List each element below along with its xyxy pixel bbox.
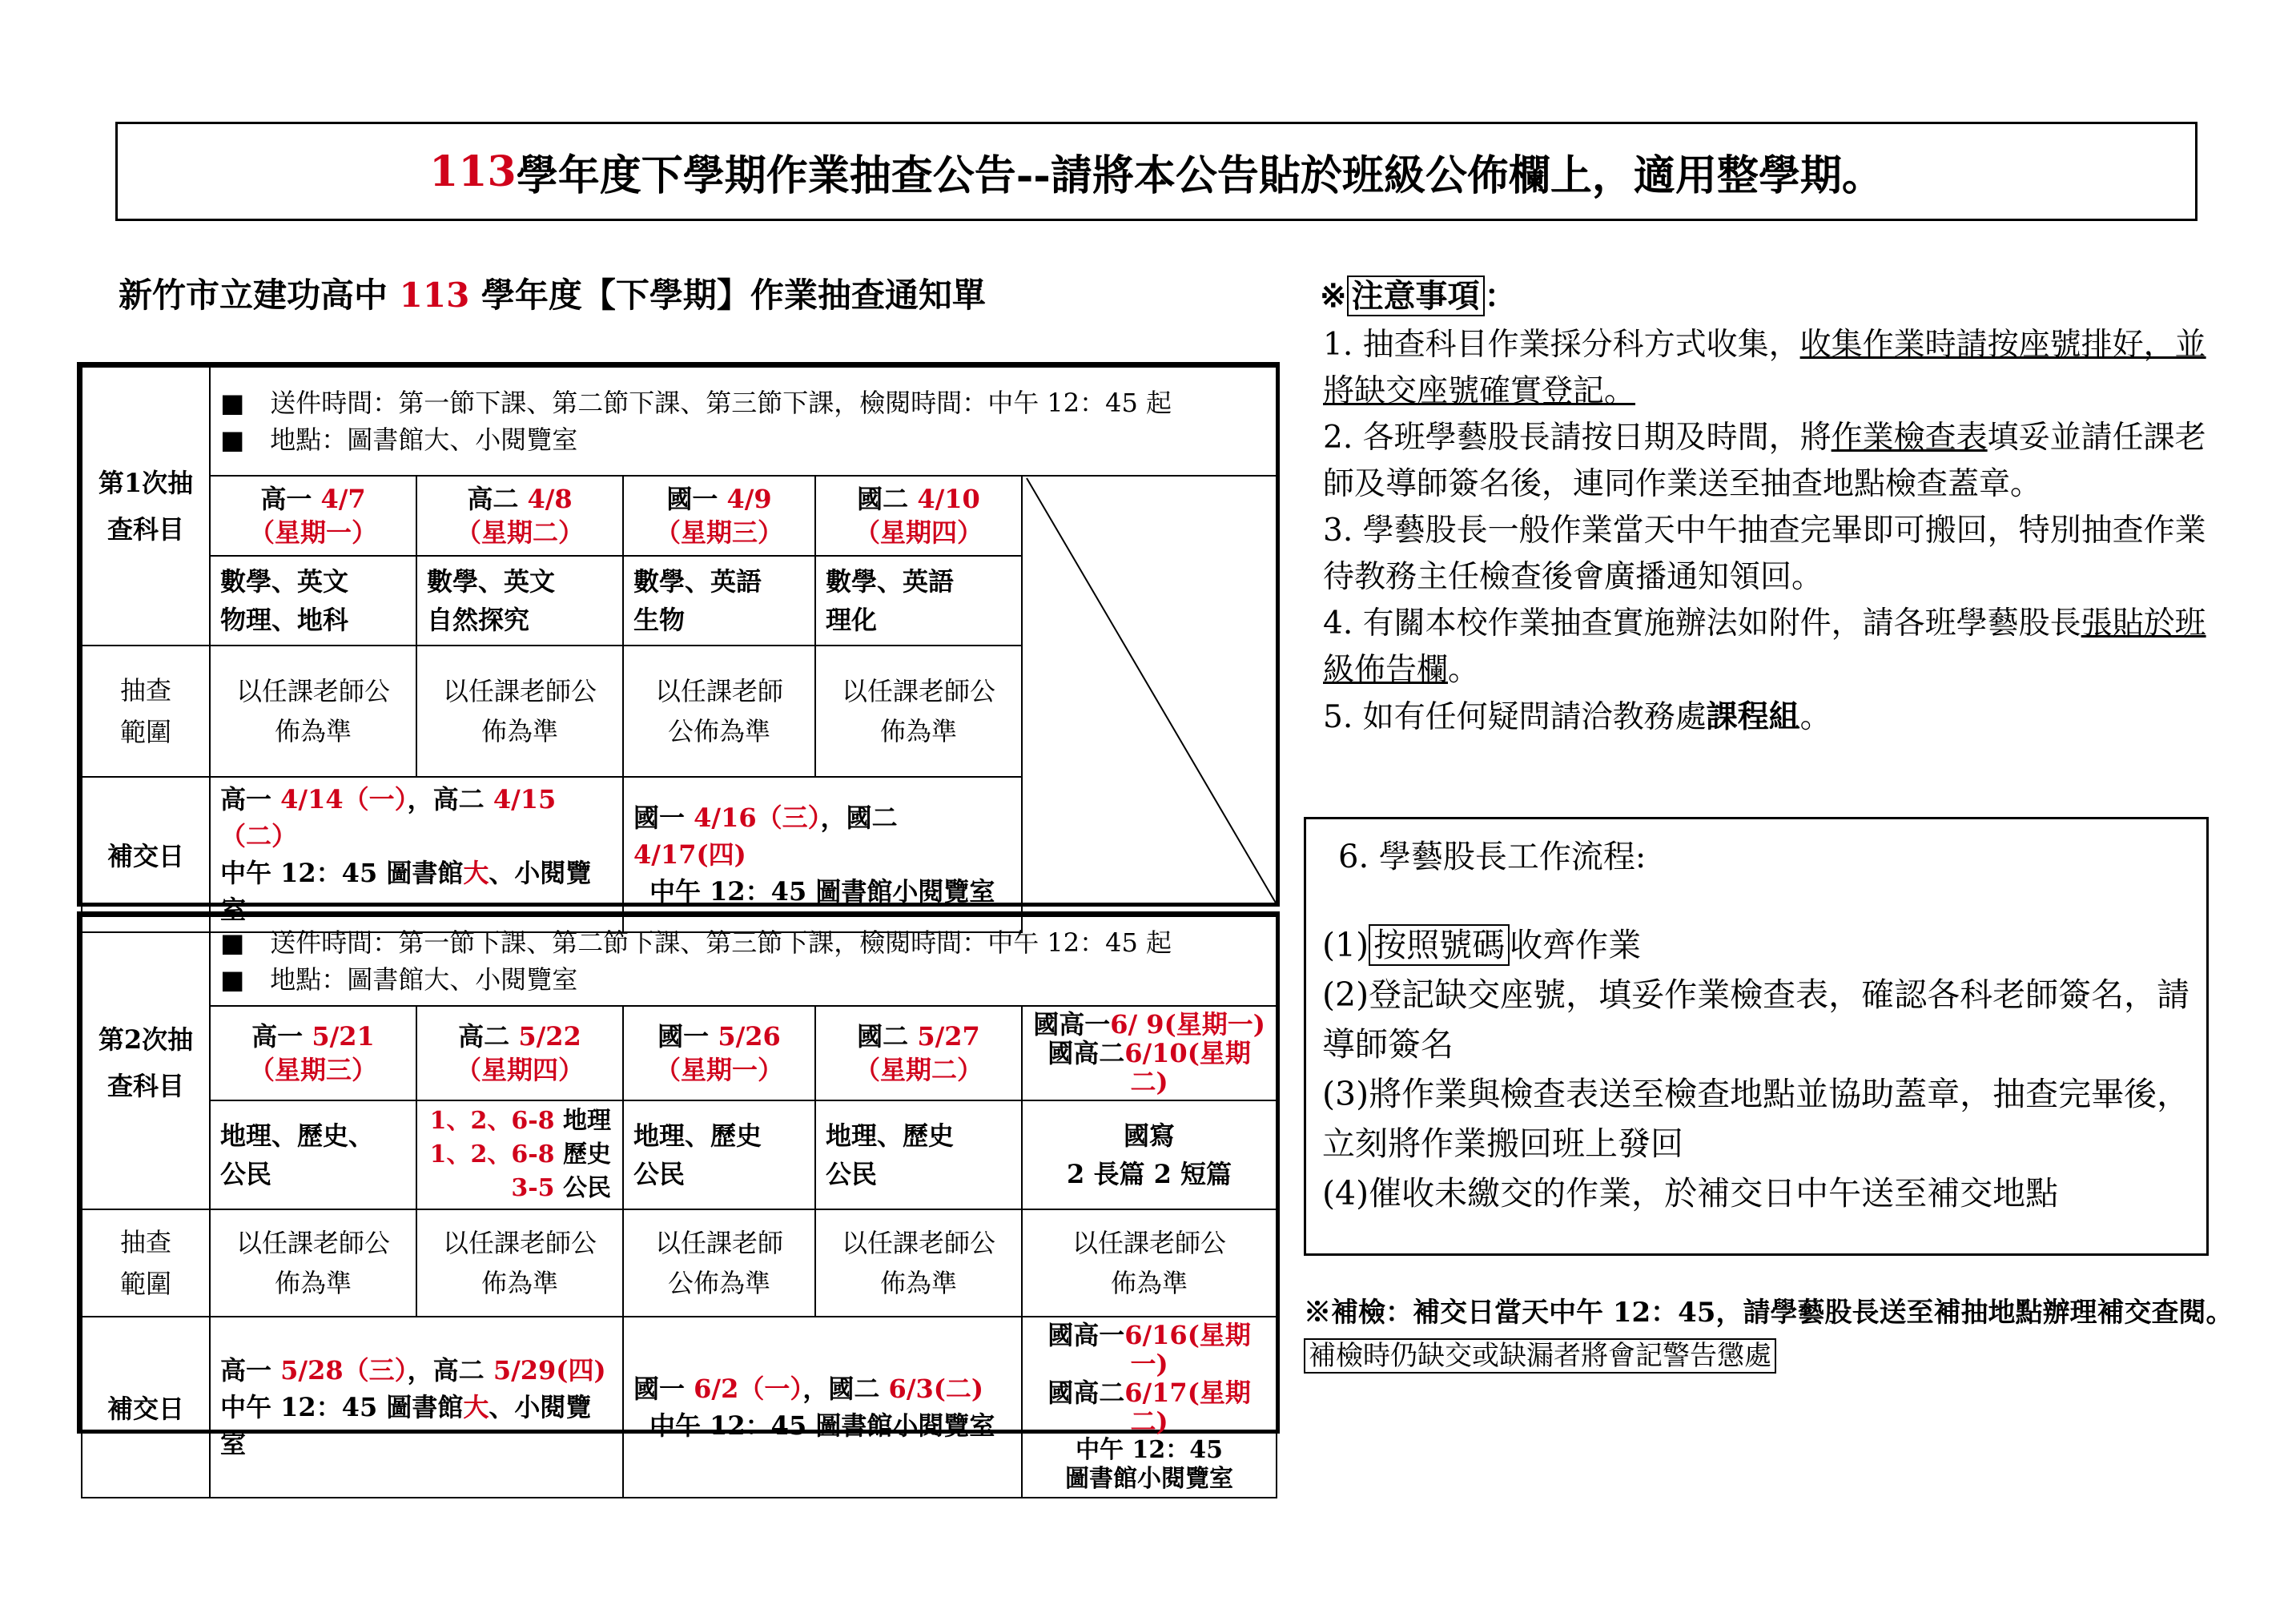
round2-col5-subjects: 國寫 2 長篇 2 短篇: [1022, 1100, 1277, 1209]
round1-send-time: ■ 送件時間：第一節下課、第二節下課、第三節下課，檢閱時間：中午 12：45 起: [220, 388, 1172, 418]
round1-scope-label: 抽查範圍: [82, 646, 210, 777]
round1-title: 第1次抽查科目: [82, 367, 210, 646]
round1-makeup-junior: 國一 4/16（三），國二 4/17(四) 中午 12：45 圖書館小閱覽室: [623, 777, 1022, 932]
banner-text: 學年度下學期作業抽查公告--請將本公告貼於班級公佈欄上，適用整學期。: [516, 151, 1884, 200]
round2-table: [77, 911, 1280, 1493]
round2-col2-subjects: 1、2、6-8 地理 1、2、6-8 歷史 3-5 公民: [416, 1100, 623, 1209]
round1-col4-scope: 以任課老師公佈為準: [815, 646, 1022, 777]
note-2: 2. 各班學藝股長請按日期及時間，將作業檢查表填妥並請任課老師及導師簽名後，連同作業送至抽查地點檢查蓋章。: [1323, 420, 2206, 502]
note-4: 4. 有關本校作業抽查實施辦法如附件，請各班學藝股長張貼於班級佈告欄。: [1323, 605, 2206, 688]
round2-makeup-label: 補交日: [82, 1317, 210, 1498]
round2-col1-subjects: 地理、歷史、 公民: [210, 1100, 416, 1209]
round2-location: ■ 地點：圖書館大、小閱覽室: [220, 964, 578, 995]
round2-makeup-junior: 國一 6/2（一），國二 6/3(二) 中午 12：45 圖書館小閱覽室: [623, 1317, 1022, 1498]
round1-empty-cell: [1022, 476, 1277, 932]
banner-year: 113: [429, 147, 517, 196]
workflow-box: [1304, 817, 2209, 1256]
round1-col3-subjects: 數學、英語 生物: [623, 556, 815, 646]
page-subtitle: [119, 269, 986, 317]
round1-col4-subjects: 數學、英語 理化: [815, 556, 1022, 646]
round2-col3-date: 國一 5/26 （星期一）: [623, 1006, 815, 1100]
notes-title: ※ 注意事項 ：: [1320, 277, 1517, 315]
round1-col2-subjects: 數學、英文 自然探究: [416, 556, 623, 646]
round2-col3-subjects: 地理、歷史 公民: [623, 1100, 815, 1209]
round2-makeup-senior: 高一 5/28（三），高二 5/29(四) 中午 12：45 圖書館大、小閱覽室: [210, 1317, 623, 1498]
round2-col5-date: 國高一6/ 9(星期一) 國高二6/10(星期二): [1022, 1006, 1277, 1100]
round2-info: [210, 916, 1277, 1006]
round2-col2-date: 高二 5/22 （星期四）: [416, 1006, 623, 1100]
round2-col3-scope: 以任課老師公佈為準: [623, 1209, 815, 1317]
round2-send-time: ■ 送件時間：第一節下課、第二節下課、第三節下課，檢閱時間：中午 12：45 起: [220, 927, 1172, 958]
round1-table: [77, 362, 1280, 925]
workflow-step-3: (3)將作業與檢查表送至檢查地點並協助蓋章，抽查完畢後，立刻將作業搬回班上發回: [1322, 1075, 2190, 1163]
round2-col5-scope: 以任課老師公佈為準: [1022, 1209, 1277, 1317]
round1-col1-subjects: 數學、英文 物理、地科: [210, 556, 416, 646]
round2-col4-scope: 以任課老師公佈為準: [815, 1209, 1022, 1317]
round1-makeup-label: 補交日: [82, 777, 210, 932]
round1-col1-scope: 以任課老師公佈為準: [210, 646, 416, 777]
notes-list: [1323, 322, 2212, 741]
round2-scope-label: 抽查範圍: [82, 1209, 210, 1317]
round1-col3-date: 國一 4/9 （星期三）: [623, 476, 815, 556]
note-1: 1. 抽查科目作業採分科方式收集，收集作業時請按座號排好，並將缺交座號確實登記。: [1323, 327, 2206, 409]
workflow-step-4: (4)催收未繳交的作業，於補交日中午送至補交地點: [1322, 1174, 2059, 1213]
makeup-remark: ※補檢：補交日當天中午 12：45，請學藝股長送至補抽地點辦理補交查閱。補檢時仍缺交或缺漏者將會記警告懲處: [1304, 1297, 2234, 1372]
round2-col1-scope: 以任課老師公佈為準: [210, 1209, 416, 1317]
subtitle-year: 113: [399, 276, 470, 315]
round1-location: ■ 地點：圖書館大、小閱覽室: [220, 424, 578, 455]
round2-col2-scope: 以任課老師公佈為準: [416, 1209, 623, 1317]
round1-col4-date: 國二 4/10 （星期四）: [815, 476, 1022, 556]
round2-makeup-national: 國高一6/16(星期一) 國高二6/17(星期二) 中午 12：45 圖書館小閱覽室: [1022, 1317, 1277, 1498]
announcement-banner: [115, 122, 2197, 221]
round1-info: [210, 367, 1277, 476]
round1-col2-date: 高二 4/8 （星期二）: [416, 476, 623, 556]
note-5: 5. 如有任何疑問請洽教務處課程組。: [1323, 698, 1832, 735]
workflow-title: 6. 學藝股長工作流程:: [1338, 839, 1647, 875]
round2-col1-date: 高一 5/21 （星期三）: [210, 1006, 416, 1100]
round1-col3-scope: 以任課老師公佈為準: [623, 646, 815, 777]
workflow-step-1: (1) 按照號碼 收齊作業: [1322, 926, 1642, 964]
subtitle-school: 新竹市立建功高中: [119, 276, 400, 315]
round1-makeup-senior: 高一 4/14（一），高二 4/15（二） 中午 12：45 圖書館大、小閱覽室: [210, 777, 623, 932]
subtitle-rest: 學年度【下學期】作業抽查通知單: [469, 276, 986, 315]
round1-col2-scope: 以任課老師公佈為準: [416, 646, 623, 777]
round2-title: 第2次抽查科目: [82, 916, 210, 1209]
round2-col4-date: 國二 5/27 （星期二）: [815, 1006, 1022, 1100]
workflow-step-2: (2)登記缺交座號，填妥作業檢查表，確認各科老師簽名，請導師簽名: [1322, 975, 2190, 1064]
round2-col4-subjects: 地理、歷史 公民: [815, 1100, 1022, 1209]
round1-col1-date: 高一 4/7 （星期一）: [210, 476, 416, 556]
note-3: 3. 學藝股長一般作業當天中午抽查完畢即可搬回，特別抽查作業待教務主任檢查後會廣播通知領回。: [1323, 513, 2206, 595]
